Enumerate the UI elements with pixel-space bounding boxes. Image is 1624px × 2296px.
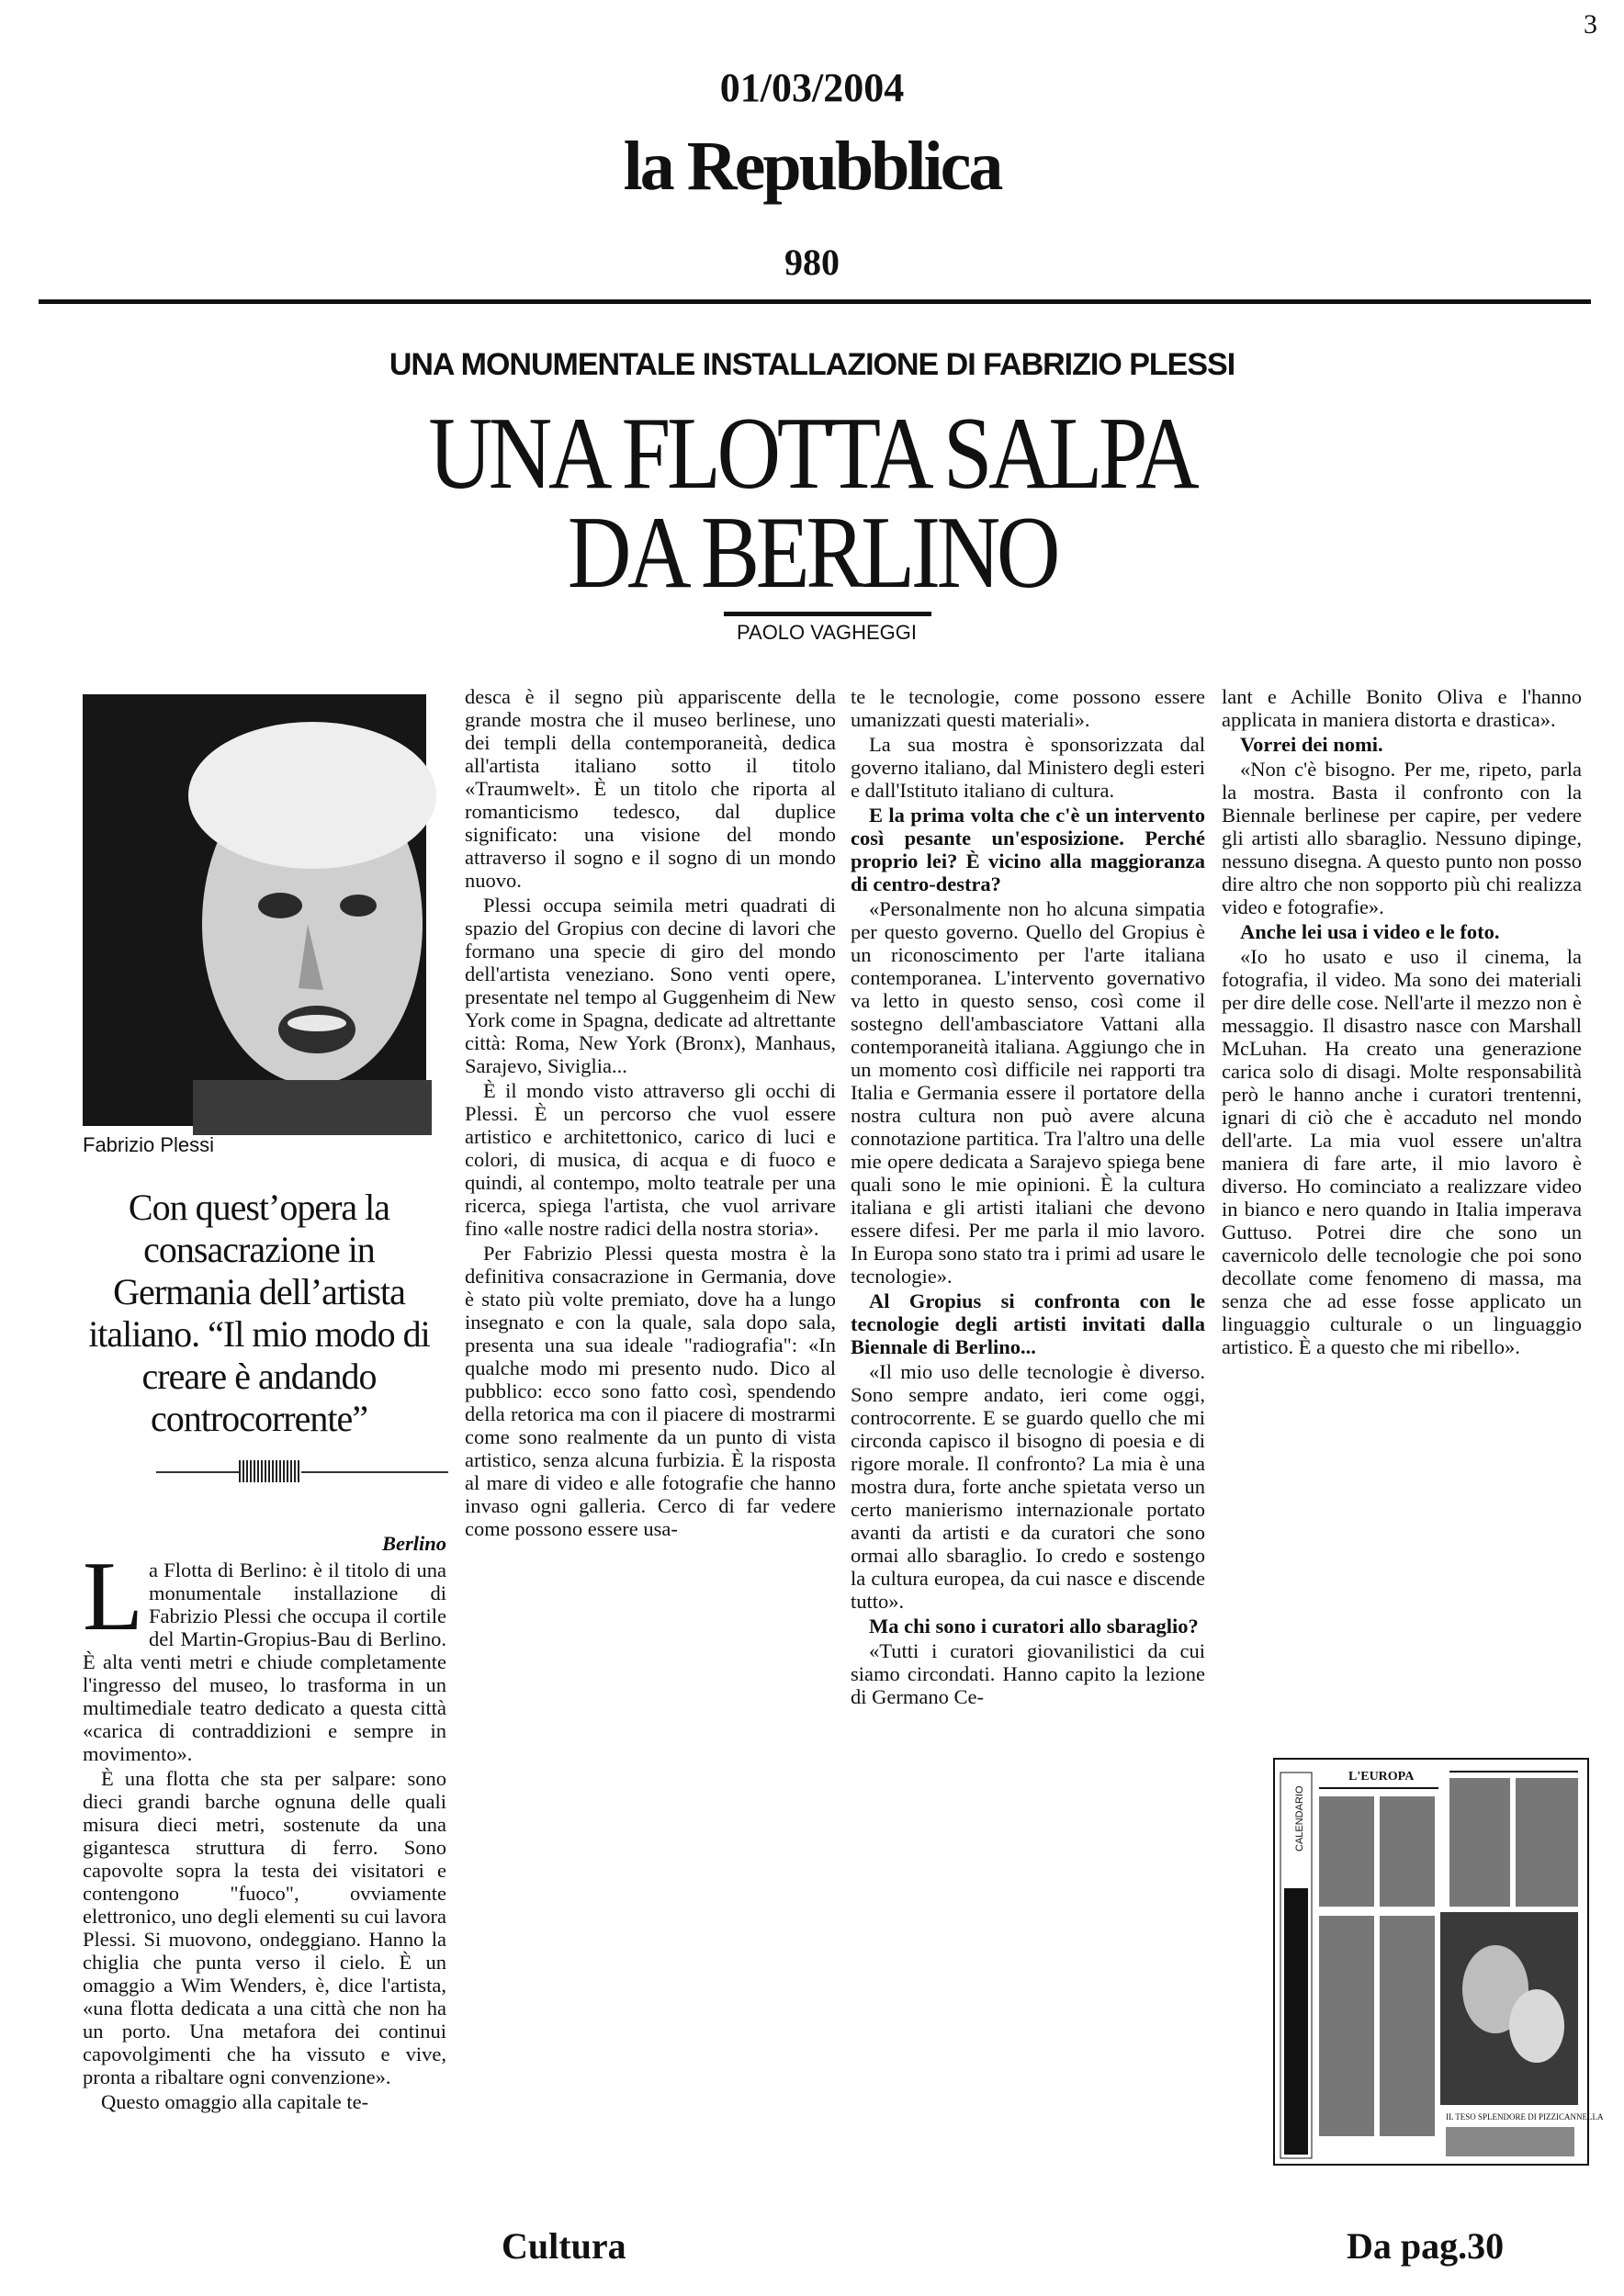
paragraph: È una flotta che sta per salpare: sono dieci grandi barche ognuna delle quali misura dieci metri, sostenute da una gigantesca struttura di ferro. Sono capovolte sopra la testa dei visitatori e contengono "fuoco", ovviamente elettronico, uno degli elementi su cui lavora Plessi. Si muovono, ondeggiano. Hanno la chiglia che punta verso il cielo. È un omaggio a Wim Wenders, è, dice l'artista, «una flotta dedicata a una città che non ha un porto. Una metafora dei continui capovolgimenti che ha vissuto e vive, pronta a ribaltare ogni convenzione».: [83, 1767, 446, 2088]
page-thumbnail: [1273, 1758, 1604, 2166]
portrait-photo: [83, 694, 426, 1126]
headline-line-1: UNA FLOTTA SALPA: [428, 397, 1196, 511]
interview-question: E la prima volta che c'è un intervento così pesante un'esposizione. Perché proprio lei? È vicino alla maggioranza di centro-destra?: [851, 804, 1205, 895]
headline-line-2: DA BERLINO: [567, 496, 1057, 610]
thumbnail-top-label: L'EUROPA: [1348, 1770, 1415, 1784]
paragraph: te le tecnologie, come possono essere umanizzati questi materiali».: [851, 685, 1205, 731]
interview-question: Ma chi sono i curatori allo sbaraglio?: [869, 1615, 1199, 1638]
header-rule: [39, 299, 1591, 304]
paragraph: Questo omaggio alla capitale te-: [101, 2090, 369, 2113]
headline: [114, 397, 1510, 610]
thumbnail-bottom-label: IL TESO SPLENDORE DI PIZZICANNELLA: [1446, 2112, 1604, 2122]
paragraph: «Il mio uso delle tecnologie è diverso. Sono sempre andato, ieri come oggi, controcorrente. E se guardo quello che mi circonda capisco il bisogno di poesia e di rigore morale. Il confronto? La mia è una mostra dura, forte anche spietata verso un certo manierismo internazionale portato avanti da artisti e da curatori che sono ormai allo sbaraglio. Io credo e sostengo la cultura europea, da cui nasce e discende tutto».: [851, 1360, 1205, 1613]
drop-cap: L: [83, 1542, 143, 1651]
byline-rule: [724, 612, 931, 616]
paragraph: lant e Achille Bonito Oliva e l'hanno applicata in maniera distorta e drastica».: [1222, 685, 1582, 731]
byline: PAOLO VAGHEGGI: [736, 621, 917, 644]
thumbnail-side-label: CALENDARIO: [1294, 1785, 1305, 1851]
paragraph: «Tutti i curatori giovanilistici da cui siamo circondati. Hanno capito la lezione di Germano Ce-: [851, 1639, 1205, 1708]
pull-quote: Con quest’opera la consacrazione in Germania dell’artista italiano. “Il mio modo di creare è andando controcorrente”: [88, 1187, 430, 1439]
paragraph: [83, 1542, 446, 1765]
portrait-image: [83, 694, 426, 1126]
publication-date: 01/03/2004: [719, 65, 905, 110]
paragraph: Per Fabrizio Plessi questa mostra è la definitiva consacrazione in Germania, dove è stato più volte premiato, dove ha a lungo insegnato e con la quale, sala dopo sala, presenta una sua ideale "radiografia": «In qualche modo mi presento nudo. Dico al pubblico: ecco sono fatto così, spendendo della retorica ma con il piacere di mostrarmi come sono realmente da un punto di vista artistico, senza alcuna furbizia. È la risposta al mare di video e alle fotografie che hanno invaso ogni galleria. Cerco di far vedere come possono essere usa-: [465, 1242, 836, 1540]
interview-question: Anche lei usa i video e le foto.: [1240, 920, 1500, 943]
paragraph: «Io ho usato e uso il cinema, la fotografia, il video. Ma sono dei materiali per dire delle cose. Nell'arte il mezzo non è messaggio. Il disastro nasce con Marshall McLuhan. Ha creato una generazione carica solo di disagi. Molte responsabilità però le hanno anche i curatori trentenni, ignari di ciò che è accaduto nel mondo dell'arte. La mia vuol essere un'altra maniera di fare arte, il mio lavoro è diverso. Ho cominciato a realizzare video in bianco e nero quando in Italia imperava Guttuso. Potrei dire che sono un cavernicolo delle tecnologie che poi sono decollate come fenomeno di massa, ma senza che ad esse fosse applicato un linguaggio culturale o un linguaggio artistico. È a questo che mi ribello».: [1222, 945, 1582, 1358]
article-column-2: [465, 685, 836, 1542]
paragraph: Plessi occupa seimila metri quadrati di spazio del Gropius con decine di lavori che formano una specie di giro del mondo dell'artista veneziano. Sono venti opere, presentate nel tempo al Guggenheim di New York come in Spagna, dedicate ad altrettante città: Roma, New York (Bronx), Manhaus, Sarajevo, Siviglia...: [465, 894, 836, 1077]
article-column-4: [1222, 685, 1582, 1360]
paragraph: «Non c'è bisogno. Per me, ripeto, parla la mostra. Basta il confronto con la Biennale berlinese per capire, per vedere gli artisti allo sbaraglio. Nessuno dipinge, nessuno disegna. A questo punto non posso dire altro che non sopporto più chi realizza video e fotografie».: [1222, 758, 1582, 918]
paragraph-text: a Flotta di Berlino: è il titolo di una monumentale installazione di Fabrizio Plessi che occupa il cortile del Martin-Gropius-Bau di Berlino. È alta venti metri e chiude completamente l'ingresso del museo, lo trasforma in un multimediale teatro dedicato a questa città «carica di contraddizioni e sempre in movimento».: [83, 1559, 446, 1765]
article-column-1: [83, 1532, 446, 2115]
masthead: la Repubblica: [623, 128, 1001, 205]
dateline: Berlino: [381, 1532, 446, 1555]
paragraph: desca è il segno più appariscente della grande mostra che il museo berlinese, uno dei templi della contemporaneità, dedica all'artista italiano sotto il titolo «Traumwelt». È un titolo che riporta al romanticismo tedesco, dal duplice significato: una visione del mondo attraverso il sogno e il sogno di un mondo nuovo.: [465, 685, 836, 892]
interview-question: Al Gropius si confronta con le tecnologie degli artisti invitati dalla Biennale di Berlino...: [851, 1289, 1205, 1358]
page-number: 3: [1584, 9, 1597, 39]
interview-question: Vorrei dei nomi.: [1240, 733, 1383, 756]
article-column-3: [851, 685, 1205, 1710]
photo-caption: Fabrizio Plessi: [83, 1133, 215, 1156]
pull-quote-ornament: [239, 1460, 301, 1482]
pull-quote-rule: [156, 1471, 448, 1473]
paragraph: La sua mostra è sponsorizzata dal governo italiano, dal Ministero degli esteri e dall'Istituto italiano di cultura.: [851, 733, 1205, 802]
paragraph: «Personalmente non ho alcuna simpatia per questo governo. Quello del Gropius è un riconoscimento per l'arte italiana contemporanea. L'intervento governativo va letto in questo senso, così come il sostegno dell'ambasciatore Vattani alla contemporaneità italiana. Aggiungo che in un momento così difficile nei rapporti tra Italia e Germania essere il portatore della nostra cultura non può avere alcuna connotazione partitica. Tra l'altro una delle mie opere dedicata a Sarajevo spiega bene quali sono le mie opinioni. È la cultura italiana e gli artisti italiani che devono essere difesi. Per me parla il mio lavoro. In Europa sono stato tra i primi ad usare le tecnologie».: [851, 897, 1205, 1288]
source-page: Da pag.30: [1347, 2225, 1505, 2267]
kicker: UNA MONUMENTALE INSTALLAZIONE DI FABRIZIO PLESSI: [389, 347, 1235, 382]
thumbnail-image: [1275, 1760, 1604, 2164]
issue-number: 980: [784, 242, 840, 283]
section-name: Cultura: [502, 2225, 626, 2267]
paragraph: È il mondo visto attraverso gli occhi di Plessi. È un percorso che vuol essere artistico e architettonico, carico di luci e colori, di musica, di acqua e di fuoco e quindi, al contempo, molto teatrale per una ricerca, spiega l'artista, che vuol arrivare fino «alle nostre radici della nostra storia».: [465, 1079, 836, 1240]
